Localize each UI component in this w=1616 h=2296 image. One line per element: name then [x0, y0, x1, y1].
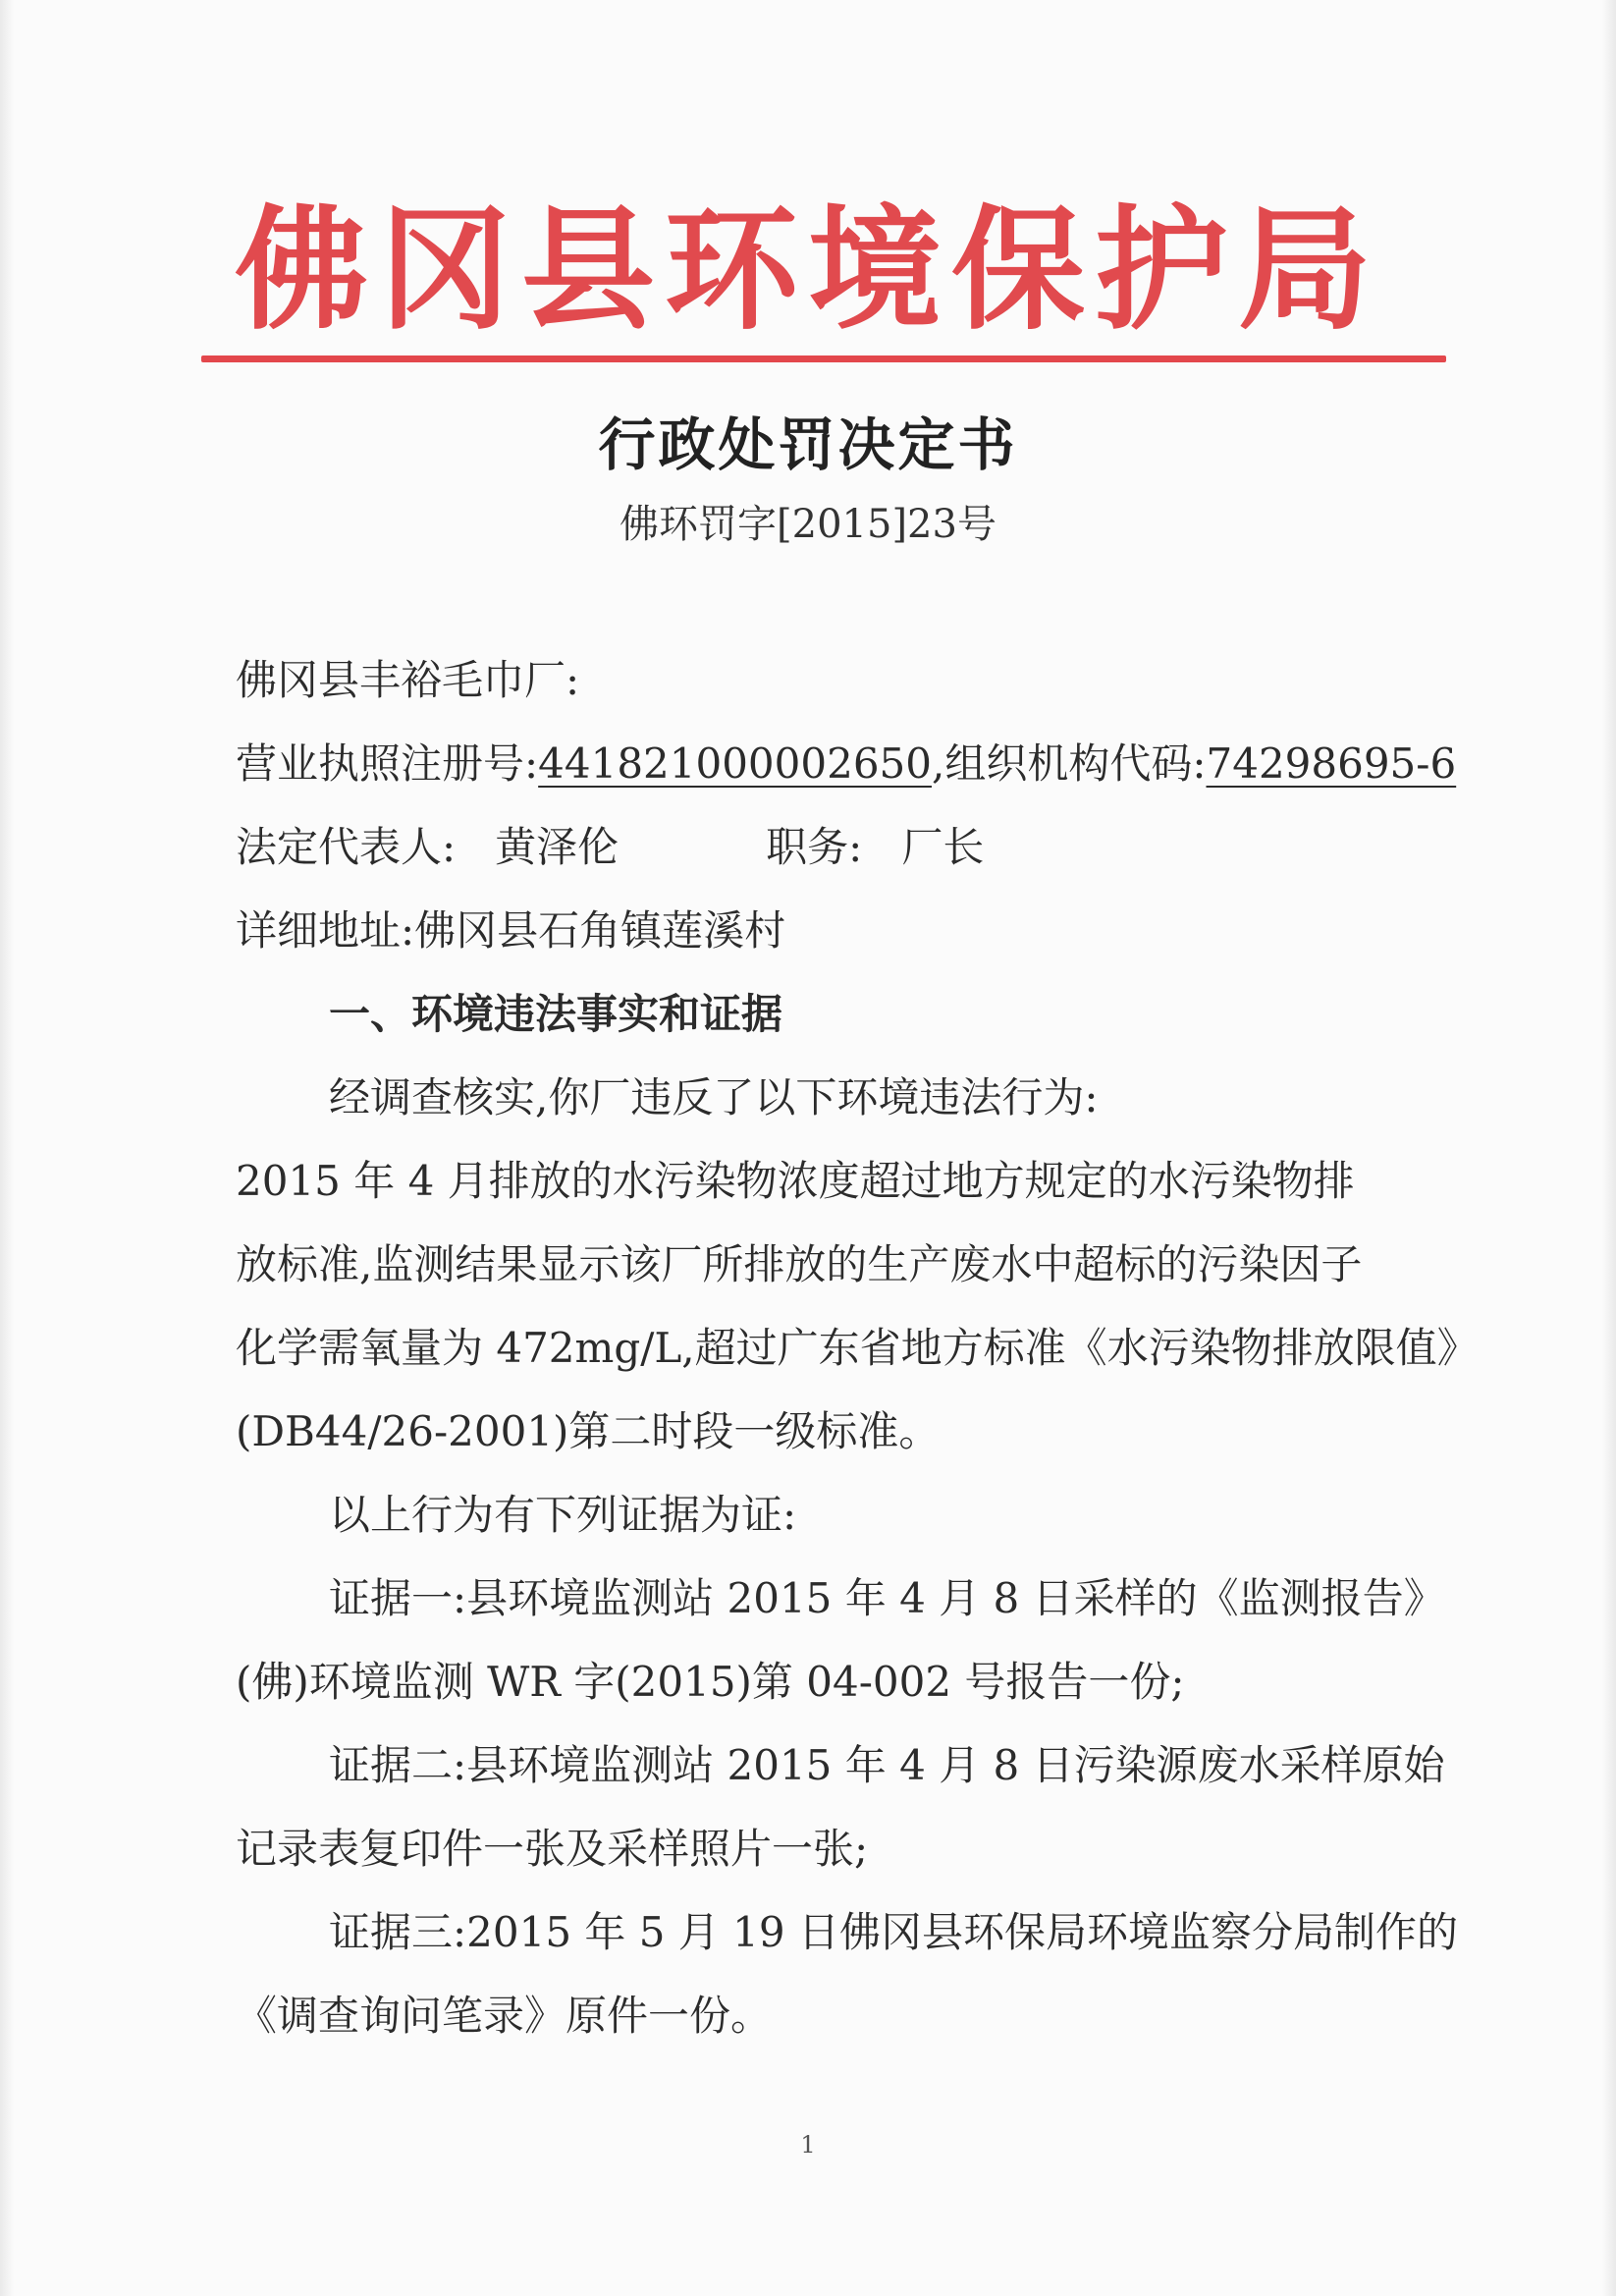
- document-body: [236, 652, 1482, 2071]
- legal-rep-name: 黄泽伦: [495, 823, 619, 871]
- paragraph-line: 2015 年 4 月排放的水污染物浓度超过地方规定的水污染物排: [236, 1157, 1355, 1205]
- paragraph-line: 放标准,监测结果显示该厂所排放的生产废水中超标的污染因子: [236, 1240, 1363, 1288]
- evidence-line: 证据一:县环境监测站 2015 年 4 月 8 日采样的《监测报告》: [329, 1574, 1445, 1622]
- letterhead-title: 佛冈县环境保护局: [235, 191, 1381, 349]
- paragraph-line: 经调查核实,你厂违反了以下环境违法行为:: [329, 1073, 1099, 1121]
- paragraph-line: 以上行为有下列证据为证:: [329, 1491, 797, 1539]
- evidence-line: 证据二:县环境监测站 2015 年 4 月 8 日污染源废水采样原始: [329, 1741, 1445, 1789]
- org-code-label: ,组织机构代码:: [931, 739, 1207, 788]
- document-number: 佛环罚字[2015]23号: [619, 502, 997, 547]
- license-number: 441821000002650: [538, 739, 932, 788]
- legal-rep-line: [236, 819, 1482, 902]
- letterhead-red-rule: [201, 355, 1446, 362]
- evidence-line: 证据三:2015 年 5 月 19 日佛冈县环保局环境监察分局制作的: [329, 1908, 1458, 1956]
- position-label: 职务:: [766, 823, 863, 871]
- org-code: 74298695-6: [1206, 739, 1457, 788]
- recipient: 佛冈县丰裕毛巾厂:: [236, 656, 580, 704]
- paragraph-line: 化学需氧量为 472mg/L,超过广东省地方标准《水污染物排放限值》: [236, 1324, 1479, 1372]
- address-label: 详细地址:: [236, 906, 415, 955]
- scan-edge-left: [0, 0, 14, 2296]
- license-line: [236, 736, 1482, 819]
- position-value: 厂长: [901, 823, 985, 871]
- section-heading: 一、环境违法事实和证据: [329, 990, 783, 1038]
- address-line: [236, 902, 1482, 986]
- paragraph-line: (DB44/26-2001)第二时段一级标准。: [236, 1407, 941, 1455]
- license-label: 营业执照注册号:: [236, 739, 539, 788]
- recipient-line: [236, 652, 1482, 736]
- scan-edge-right: [1602, 0, 1616, 2296]
- evidence-line: 《调查询问笔录》原件一份。: [236, 1992, 773, 2040]
- page-number: 1: [800, 2131, 816, 2159]
- evidence-line: (佛)环境监测 WR 字(2015)第 04-002 号报告一份;: [236, 1658, 1185, 1706]
- evidence-line: 记录表复印件一张及采样照片一张;: [236, 1825, 869, 1873]
- document-title: 行政处罚决定书: [598, 411, 1018, 478]
- address-value: 佛冈县石角镇莲溪村: [414, 906, 786, 955]
- legal-rep-label: 法定代表人:: [236, 823, 457, 871]
